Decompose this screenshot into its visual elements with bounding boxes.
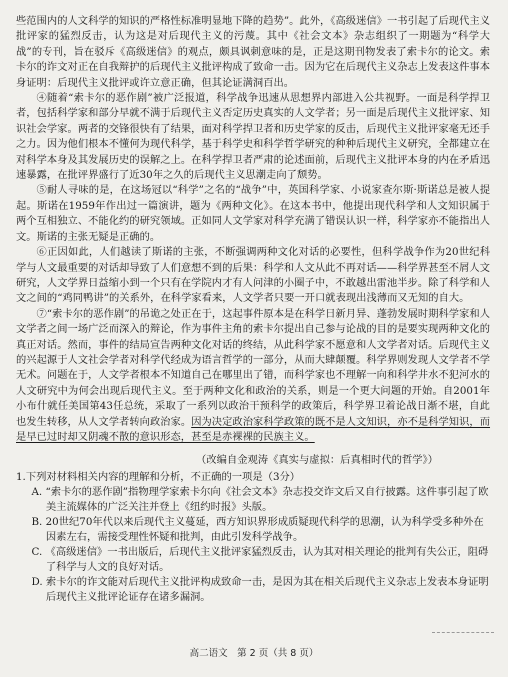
option-b-text: 20世纪70年代以来后现代主义蔓延，西方知识界形成质疑现代科学的思潮，认为科学受多种外在因素左右，需接受理性怀疑和批判，由此引发科学战争。 [45,516,484,544]
paragraph-7-text: ⑦“索卡尔的恶作剧”的吊诡之处正在于，这起事件原本是在科学日新月异、蓬勃发展时期科学家和人文学者之间一场广泛而深入的辩论，作为事件主角的索卡尔提出自己参与论战的目的是要实现两种文化的真正对话。然而，事件的结局宣告两种文化对话的终结，从此科学家不愿意和人文学者对话。后现代主义的兴起源于人文社会学者对科学代经成为语言哲学的一部分，从而大肆颠覆。科学界则发现人文学者不学无术。问题在于，人文学者根本不知道自己在哪里出了错，而科学家也不理解一向和科学井水不犯河水的人文研究中为何会出现后现代主义。至于两种文化和政治的关系，则是一个更大问题的开始。自2001年小布什就任美国第43任总统，采取了一系列以政治干预科学的政策后，科学界卫着论战日渐不堪，自此也发生转移，从人文学者转向政治家。 [16,307,490,428]
paragraph-4: ④随着“索卡尔的恶作剧”被广泛报道，科学战争迅速从思想界内部进入公共视野。一面是科学捍卫者，包括科学家和部分早就不满于后现代主义否定历史真实的人文学者；另一面是后现代主义批评家、知识社会学家。两者的交锋很快有了结果，面对科学捍卫者和历史学家的反击，后现代主义批评家毫无还手之力。因为他们根本不懂何为现代科学，基于科学史和科学哲学研究的种种后现代主义研究，全都建立在对科学本身及其发展历史的误解之上。在科学捍卫者严肃的论述面前，后现代主义批评本身的内在矛盾迅速暴露，在批评界盛行了近30年之久的后现代主义思潮走向了颓势。 [16,92,490,182]
source-citation: （改编自金观涛《真实与虚拟：后真相时代的哲学》） [196,454,438,467]
option-d [16,575,490,605]
paragraph-5: ⑤耐人寻味的是，在这场冠以“科学”之名的“战争”中，英国科学家、小说家查尔斯·斯诺总是被人提起。斯诺在1959年作出过一篇演讲，题为《两种文化》。在这本书中，他提出现代科学和人文知识属于两个互相独立、不能化约的研究领域。正如同人文学家对科学充满了错误认识一样，科学家亦不能指出人文。斯诺的主张无疑是正确的。 [16,184,490,243]
page-footer: 高二语文 第 2 页（共 8 页） [189,648,319,659]
option-a-text: “索卡尔的恶作剧”指物理学家索卡尔向《社会文本》杂志投交诈文后又自行披露。这件事引起了欧美主流媒体的广泛关注并登上《纽约时报》头版。 [45,486,489,514]
paragraph-6: ⑥正因如此，人们越读了斯诺的主张，不断强调两种文化对话的必要性，但科学战争作为20世纪科学与人文最重要的对话却导致了人们意想不到的后果：科学和人文从此不再对话——科学界甚至不屑人文研究，人文学界日益缩小到一个只有在学院内才有人问津的小圈子中，不敢越出雷池半步。除了科学和人文之间的“鸡同鸭讲”的关系外，在科学家看来，人文学者只要一开口就表现出浅薄而又无知的自大。 [16,246,490,305]
paragraph-continued: 些范围内的人文科学的知识的严格性标准明显地下降的趋势”。此外，《高级迷信》一书引起了后现代主义批评家的猛烈反击，认为这是对后现代主义的污蔑。其中《社会文本》杂志组织了一期题为“科学大战”的专刊，旨在驳斥《高级迷信》的观点，颇具讽刺意味的是，正是这期刊物发表了索卡尔的论文。索卡尔的诈文对正在自我辩护的后现代主义批评构成了致命一击。因为它在后现代主义杂志上发表这件事本身证明：后现代主义批评或许立意正确，但其论证满洞百出。 [16,15,490,89]
option-a-label: A. [31,486,43,499]
bleed-through-mark [432,632,494,637]
paragraph-7-underlined-text: 因为决定政治家科学政策的既不是人文知识，亦不是科学知识，而是早已过时却又阴魂不散的意识形态，甚至是赤裸裸的民族主义。 [16,415,491,443]
paragraph-7 [16,307,490,446]
option-b [16,515,490,545]
option-c-label: C. [31,546,43,559]
question-1-stem: 1.下列对材料相关内容的理解和分析，不正确的一项是（3分） [16,471,301,484]
option-c-text: 《高级迷信》一书出版后，后现代主义批评家猛烈反击，认为其对相关理论的批判有失公正，阻碍了科学与人文的良好对话。 [45,546,489,574]
question-1 [16,470,490,605]
option-a [16,485,490,515]
option-b-label: B. [31,516,43,529]
option-d-label: D. [31,576,43,589]
option-c [16,545,490,575]
option-d-text: 索卡尔的诈文能对后现代主义批评构成致命一击，是因为其在相关后现代主义杂志上发表本身证明后现代主义批评论证存在诸多漏洞。 [45,576,489,604]
page-content [16,14,490,605]
